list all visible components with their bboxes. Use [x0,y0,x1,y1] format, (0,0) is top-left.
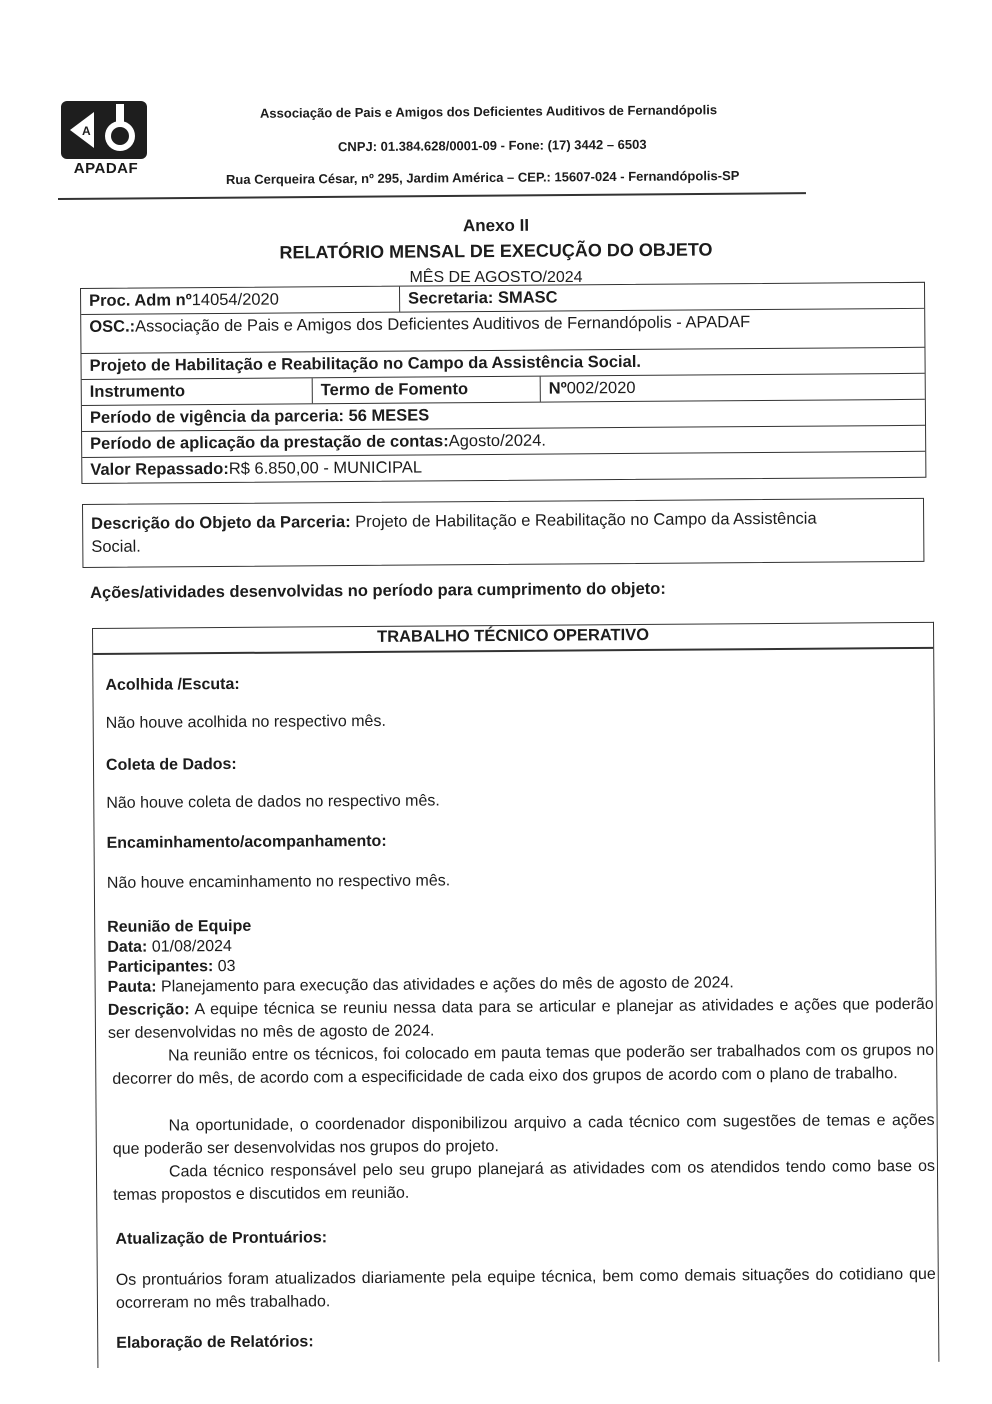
actions-heading: Ações/atividades desenvolvidas no período para cumprimento do objeto: [90,579,666,602]
numero-value: 002/2020 [566,378,636,398]
proc-value: 14054/2020 [191,290,279,310]
address: Rua Cerqueira César, nº 295, Jardim América – CEP.: 15607-024 - Fernandópolis-SP [225,167,740,188]
table-row [82,452,925,483]
pauta-label: Pauta: [107,978,157,996]
coleta-heading: Coleta de Dados: [105,755,237,774]
pauta-value: Planejamento para execução das atividades e ações do mês de agosto de 2024. [156,974,734,996]
description-label: Descrição do Objeto da Parceria: [91,513,351,533]
vigencia-cell: Período de vigência da parceria: 56 MESES [89,406,430,427]
info-table [80,282,926,484]
table-row [81,309,924,354]
svg-text:A: A [82,124,91,138]
descricao-label: Descrição: [107,1001,190,1019]
paragraph-2: Na oportunidade, o coordenador disponibilizou arquivo a cada técnico com sugestões de temas e ações que poderão ser desenvolvidas nos grupos do projeto. [112,1111,935,1158]
acolhida-heading: Acolhida /Escuta: [105,675,240,694]
projeto-cell: Projeto de Habilitação e Reabilitação no Campo da Assistência Social. [89,352,642,375]
header-divider [58,192,806,199]
cnpj-phone: CNPJ: 01.384.628/0001-09 - Fone: (17) 3442 – 6503 [337,136,647,155]
cut-off-heading: Elaboração de Relatórios: [116,1333,314,1352]
ear-logo-icon [60,100,152,162]
valor-label: Valor Repassado: [90,459,229,479]
osc-value: Associação de Pais e Amigos dos Deficientes Auditivos de Fernandópolis - APADAF [135,313,751,336]
acolhida-text: Não houve acolhida no respectivo mês. [105,712,386,732]
data-value: 01/08/2024 [147,937,232,956]
reuniao-heading: Reunião de Equipe [107,917,252,936]
descricao-paragraph [108,993,934,1045]
participantes-label: Participantes: [107,958,214,976]
osc-label: OSC.: [89,317,136,336]
proc-cell [81,287,399,314]
prontuarios-heading: Atualização de Prontuários: [115,1229,328,1248]
participantes-value: 03 [213,957,236,976]
report-title: RELATÓRIO MENSAL DE EXECUÇÃO DO OBJETO [279,239,713,263]
aplicacao-value: Agosto/2024. [448,431,546,451]
prontuarios-text: Os prontuários foram atualizados diariamente pela equipe técnica, bem como demais situações do cotidiano que ocorreram no mês trabalhado. [115,1265,936,1312]
description-box [82,498,924,568]
descricao-value: A equipe técnica se reuniu nessa data para se articular e planejar as atividades e ações que poderão ser desenvolvidas no mês de agosto de 2024. [107,995,934,1042]
aplicacao-label: Período de aplicação da prestação de contas: [90,432,449,453]
paragraph-1: Na reunião entre os técnicos, foi colocado em pauta temas que poderão ser trabalhados com os grupos no decorrer do mês, de acordo com a especificidade de cada eixo dos grupos de acordo com o plano de trabalho. [112,1041,935,1088]
data-label: Data: [107,938,148,956]
pauta-line [108,974,734,997]
numero-cell [540,374,925,402]
valor-cell [82,452,925,483]
osc-cell [81,309,924,353]
technical-work-box [92,622,939,1368]
logo-text: APADAF [73,160,139,177]
valor-value: R$ 6.850,00 - MUNICIPAL [228,458,423,478]
participantes-line [107,958,235,977]
instrumento-cell: Instrumento [89,382,186,401]
data-line [107,938,232,957]
annex-title: Anexo II [462,215,530,236]
description-value-2: Social. [91,537,141,556]
numero-label: Nº [548,379,567,398]
secretaria-cell: Secretaria: SMASC [399,283,924,312]
coleta-text: Não houve coleta de dados no respectivo mês. [106,792,440,812]
apadaf-logo [60,100,152,182]
description-value-1: Projeto de Habilitação e Reabilitação no Campo da Assistência [350,509,817,532]
work-title: TRABALHO TÉCNICO OPERATIVO [377,625,650,646]
org-name: Associação de Pais e Amigos dos Deficientes Auditivos de Fernandópolis [259,102,718,121]
termo-cell: Termo de Fomento [312,377,540,404]
proc-label: Proc. Adm nº [89,291,192,310]
report-month: MÊS DE AGOSTO/2024 [409,269,583,286]
encaminhamento-heading: Encaminhamento/acompanhamento: [106,832,387,852]
paragraph-3: Cada técnico responsável pelo seu grupo planejará as atividades com os atendidos tendo como base os temas propostos e discutidos em reunião. [113,1157,936,1204]
encaminhamento-text: Não houve encaminhamento no respectivo mês. [106,872,451,892]
